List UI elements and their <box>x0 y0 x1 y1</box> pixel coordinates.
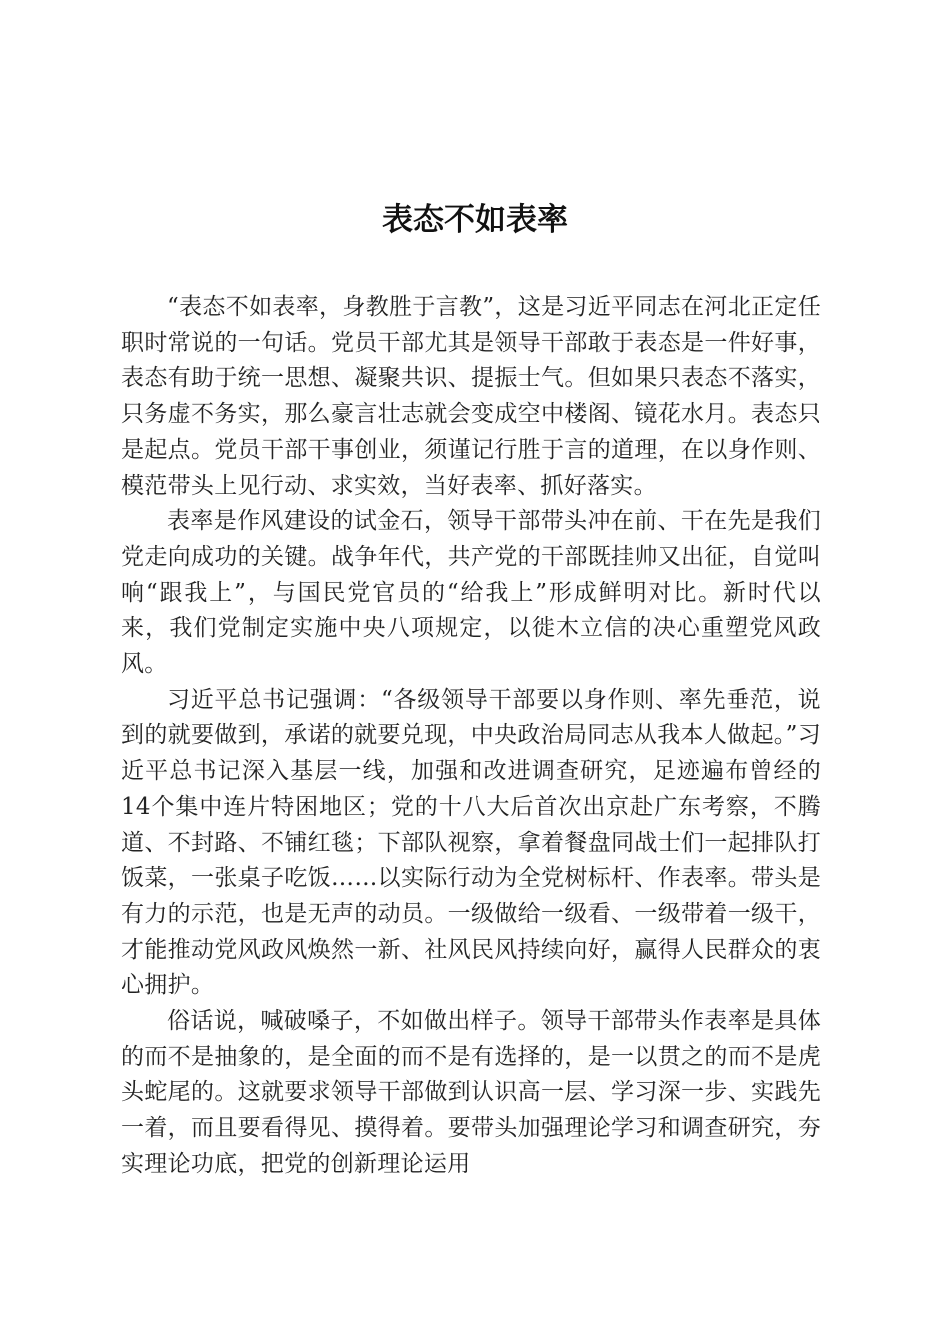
paragraph-3: 习近平总书记强调：“各级领导干部要以身作则、率先垂范，说到的就要做到，承诺的就要兑现，中央政治局同志从我本人做起。”习近平总书记深入基层一线，加强和改进调查研究，足迹遍布曾经的14个集中连片特困地区；党的十八大后首次出京赴广东考察，不腾道、不封路、不铺红毯；下部队视察，拿着餐盘同战士们一起排队打饭菜，一张桌子吃饭……以实际行动为全党树标杆、作表率。带头是有力的示范，也是无声的动员。一级做给一级看、一级带着一级干，才能推动党风政风焕然一新、社风民风持续向好，赢得人民群众的衷心拥护。 <box>121 686 821 999</box>
document-body <box>121 290 821 1183</box>
paragraph-2: 表率是作风建设的试金石，领导干部带头冲在前、干在先是我们党走向成功的关键。战争年代，共产党的干部既挂帅又出征，自觉叫响“跟我上”，与国民党官员的“给我上”形成鲜明对比。新时代以来，我们党制定实施中央八项规定，以徙木立信的决心重塑党风政风。 <box>121 508 821 678</box>
paragraph-1: “表态不如表率，身教胜于言教”，这是习近平同志在河北正定任职时常说的一句话。党员干部尤其是领导干部敢于表态是一件好事，表态有助于统一思想、凝聚共识、提振士气。但如果只表态不落实，只务虚不务实，那么豪言壮志就会变成空中楼阁、镜花水月。表态只是起点。党员干部干事创业，须谨记行胜于言的道理，在以身作则、模范带头上见行动、求实效，当好表率、抓好落实。 <box>121 294 821 499</box>
document-title: 表态不如表率 <box>382 202 568 238</box>
paragraph-4: 俗话说，喊破嗓子，不如做出样子。领导干部带头作表率是具体的而不是抽象的，是全面的而不是有选择的，是一以贯之的而不是虎头蛇尾的。这就要求领导干部做到认识高一层、学习深一步、实践先一着，而且要看得见、摸得着。要带头加强理论学习和调查研究，夯实理论功底，把党的创新理论运用 <box>121 1008 821 1177</box>
